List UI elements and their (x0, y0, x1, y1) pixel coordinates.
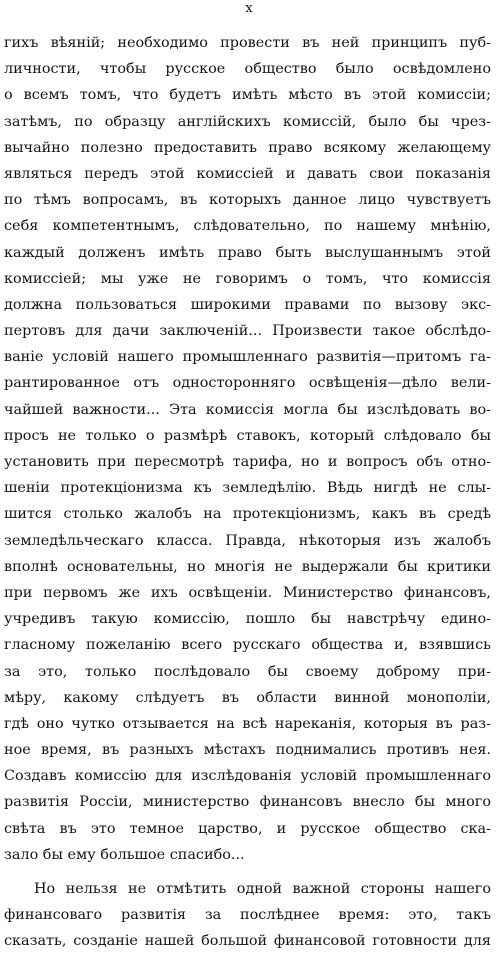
text-line: шеніи протекціонизма къ земледѣлію. Вѣдь нигдѣ не слы- (4, 480, 491, 497)
text-line: ное время, въ разныхъ мѣстахъ поднимались противъ нея. (4, 742, 491, 759)
text-line: каждый долженъ имѣть право быть выслушаннымъ этой (4, 244, 491, 261)
text-line: установить при пересмотрѣ тарифа, но и вопросъ объ отно- (4, 454, 491, 470)
text-line: комиссіей; мы уже не говоримъ о томъ, что комиссія (4, 270, 491, 287)
text-line: шится столько жалобъ на протекціонизмъ, какъ въ средѣ (4, 506, 491, 523)
text-line: зало бы ему большое спасибо... (4, 846, 245, 863)
body-text (4, 30, 491, 955)
text-line: рантированное отъ односторонняго освѣщенія—дѣло вели- (4, 375, 491, 392)
page-number: x (245, 1, 253, 16)
text-line: свѣта въ это темное царство, и русское общество ска- (4, 820, 491, 837)
text-line: гдѣ оно чутко отзывается на всѣ нареканія, которыя въ раз- (4, 715, 491, 732)
text-line: затѣмъ, по образцу англійскихъ комиссій, было бы чрез- (4, 113, 491, 130)
text-line: при первомъ же ихъ освѣщеніи. Министерство финансовъ, (4, 584, 491, 601)
text-line: за это, только послѣдовало бы своему доброму при- (4, 663, 491, 680)
text-line: земледѣльческаго класса. Правда, нѣкоторыя изъ жалобъ (4, 532, 491, 549)
text-line: пертовъ для дачи заключеній... Произвести такое обслѣдо- (4, 323, 491, 340)
text-line: вычайно полезно предоставить право всякому желающему (4, 139, 491, 156)
text-line: себя компетентнымъ, слѣдовательно, по нашему мнѣнію, (4, 218, 491, 235)
text-line: развитія Россіи, министерство финансовъ внесло бы много (4, 794, 491, 811)
text-line: мѣру, какому слѣдуетъ въ области винной монополіи, (4, 689, 491, 706)
text-line: Создавъ комиссію для изслѣдованія условій промышленнаго (4, 768, 491, 785)
text-line: вполнѣ основательны, но многія не выдержали бы критики (4, 558, 491, 575)
text-line: личности, чтобы русское общество было освѣдомлено (4, 61, 491, 78)
text-line: являться передъ этой комиссіей и давать свои показанія (4, 165, 491, 182)
text-line: Но нельзя не отмѣтить одной важной стороны нашего (34, 881, 491, 897)
text-line: сказать, созданіе нашей большой финансовой готовности для (4, 933, 491, 950)
text-line: ваніе условій нашего промышленнаго развитія—притомъ га- (4, 349, 491, 366)
text-line: по тѣмъ вопросамъ, въ которыхъ данное лицо чувствуетъ (4, 192, 491, 209)
paragraph (4, 30, 491, 868)
text-line: о всемъ томъ, что будетъ имѣть мѣсто въ этой комиссіи; (4, 87, 491, 104)
text-line: просъ не только о размѣрѣ ставокъ, который слѣдовало бы (4, 427, 491, 444)
text-line: гласному пожеланію всего русскаго общества и, взявшись (4, 637, 491, 654)
text-line: финансоваго развитія за послѣднее время: это, такъ (4, 907, 491, 924)
paragraph (4, 876, 491, 955)
text-line: чайшей важности... Эта комиссія могла бы изслѣдовать во- (4, 401, 491, 418)
text-line: должна пользоваться широкими правами по вызову экс- (4, 296, 491, 313)
text-line: учредивъ такую комиссію, пошло бы навстрѣчу едино- (4, 611, 491, 628)
text-line: гихъ вѣяній; необходимо провести въ ней принципъ пуб- (4, 35, 491, 51)
